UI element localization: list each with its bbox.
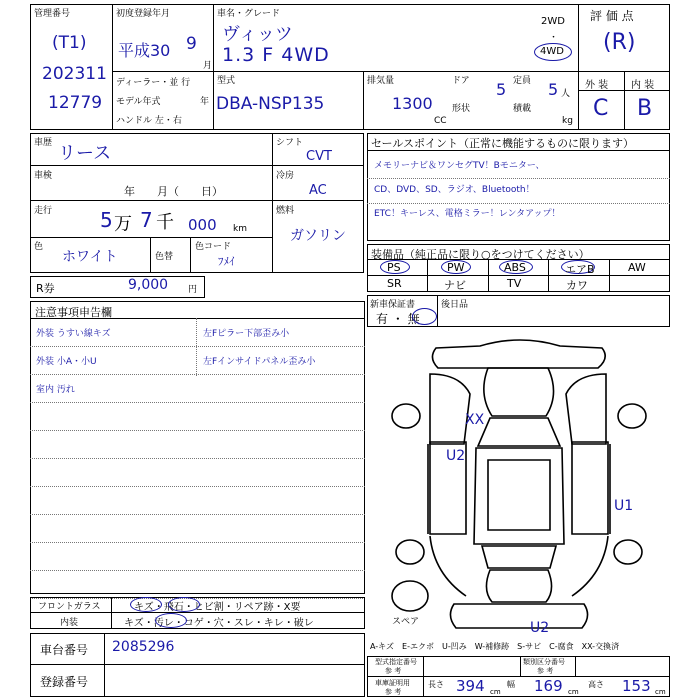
selling-point-line-3: ETC！キーレス、電格ミラー！レンタアップ！ <box>374 209 561 219</box>
kg-unit: kg <box>562 116 573 126</box>
km-unit: km <box>233 224 247 234</box>
note-rule-line <box>30 514 365 515</box>
front-right-wheel <box>618 404 646 428</box>
inspection-label: 車検 <box>34 171 53 181</box>
kanri-label: 管理番号 <box>34 9 71 19</box>
mileage-c: 000 <box>188 216 217 234</box>
recycle-amount: 9,000 <box>128 277 169 293</box>
mark-xx: XX <box>465 412 485 428</box>
selling-point-line-1: メモリーナビ＆ワンセグTV！Bモニター、 <box>374 161 545 171</box>
color-code-label: 色コード <box>195 242 232 252</box>
windshield-outline <box>478 418 560 446</box>
equipment-title: 装備品（純正品に限り○をつけてください） <box>371 248 590 261</box>
length-label: 長さ <box>428 680 444 689</box>
grade: 1.3 F 4WD <box>222 44 330 66</box>
note-rule-line <box>30 458 365 459</box>
note-item-1: 外装 うすい線キズ <box>36 329 111 339</box>
note-rule-line <box>30 346 365 347</box>
warranty-value: 有 ・ 無 <box>376 312 420 326</box>
color-change-label: 色替 <box>155 252 174 262</box>
rear-left-wheel <box>396 540 424 564</box>
dealer-label: ディーラー・並 行 <box>116 78 191 88</box>
hood-outline <box>484 368 554 416</box>
first-reg-month: 9 <box>186 34 197 54</box>
spare-tire <box>392 581 428 611</box>
warranty-label: 新車保証書 <box>370 300 416 310</box>
type-desig-label: 型式指定番号 <box>375 658 417 666</box>
type-label: 型式 <box>217 76 236 86</box>
note-rule-line <box>30 542 365 543</box>
note-rule-line <box>30 402 365 403</box>
displacement: 1300 <box>392 94 433 113</box>
right-front-fender <box>566 374 606 444</box>
first-reg-era: 平成30 <box>118 41 171 60</box>
mileage-sen: 千 <box>156 212 174 233</box>
height-cm: cm <box>655 688 666 696</box>
cc-unit: CC <box>434 116 447 126</box>
month-unit: 月 <box>203 61 213 71</box>
glass-scratch-circle <box>130 597 162 612</box>
eval-score: (R) <box>603 30 636 55</box>
rear-right-wheel <box>614 540 642 564</box>
reg-label: 登録番号 <box>40 675 89 689</box>
yen-unit: 円 <box>188 285 198 295</box>
damage-legend: A-キズ E-エクボ U-凹み W-補修跡 S-サビ C-腐食 XX-交換済 <box>370 642 620 651</box>
rear-window-outline <box>482 546 556 568</box>
equip-ps: PS <box>387 261 401 274</box>
eval-label: 評 価 点 <box>590 9 634 23</box>
mark-u2-rear: U2 <box>530 620 550 636</box>
rear-bumper-outline <box>450 604 587 628</box>
header-panel <box>30 4 670 130</box>
cooler-label: 冷房 <box>276 171 295 181</box>
model-code: DBA-NSP135 <box>216 94 325 114</box>
displacement-label: 排気量 <box>367 76 395 86</box>
name-grade-label: 車名・グレード <box>217 9 281 19</box>
mileage-a: 5 <box>100 208 113 232</box>
note-rule-line <box>30 374 365 375</box>
mark-u1-right: U1 <box>614 498 634 514</box>
note-rule-line <box>30 486 365 487</box>
cert-label: 車庫証明用 <box>375 679 410 687</box>
spare-label: スペア <box>392 617 420 627</box>
color-value: ホワイト <box>62 249 118 265</box>
first-reg-label: 初度登録年月 <box>116 9 171 19</box>
year-unit: 年 <box>200 97 210 107</box>
fuel-value: ガソリン <box>290 228 346 244</box>
right-rear-panel <box>572 536 608 596</box>
handle-label: ハンドル 左・右 <box>116 116 182 126</box>
equip-tv: TV <box>507 277 522 290</box>
kanri-num1: 202311 <box>42 64 107 84</box>
glass-chip-circle <box>168 597 200 612</box>
note-rule-line <box>30 570 365 571</box>
history-value: リース <box>58 143 112 164</box>
model-year-label: モデル年式 <box>116 97 161 107</box>
note-item-4: 左Fインサイドパネル歪み小 <box>203 357 316 367</box>
capacity: 5 <box>548 80 559 99</box>
inspection-line: 年 月（ 日） <box>124 185 223 198</box>
wd-dot: ・ <box>549 33 559 43</box>
ref-3: 参 考 <box>385 688 402 696</box>
width-value: 169 <box>534 677 563 695</box>
door-label: ドア <box>452 76 470 86</box>
equip-leather: カワ <box>566 279 588 292</box>
width-label: 幅 <box>507 680 515 689</box>
roof-outline <box>488 460 550 530</box>
equip-aw: AW <box>628 261 646 274</box>
interior-dirt-circle <box>155 613 187 628</box>
recycle-panel <box>30 276 205 298</box>
color-code: ﾌﾒｲ <box>218 255 235 268</box>
equip-abs: ABS <box>504 261 526 274</box>
note-item-2: 左Fピラー下部歪み小 <box>203 329 290 339</box>
class-label: 類別区分番号 <box>523 658 565 666</box>
fuel-label: 燃料 <box>276 206 295 216</box>
mileage-label: 走行 <box>34 206 53 216</box>
mileage-man: 万 <box>114 214 132 235</box>
cooler-value: AC <box>309 183 327 198</box>
chassis-label: 車台番号 <box>40 643 89 657</box>
equip-airbag: エアB <box>565 263 595 276</box>
glass-interior-options: キズ・汚レ・コゲ・穴・スレ・キレ・破レ <box>124 618 314 629</box>
trunk-outline <box>486 570 551 602</box>
right-side-outline <box>572 442 608 534</box>
length-value: 394 <box>456 677 485 695</box>
mark-u2-left: U2 <box>446 448 466 464</box>
two-wd: 2WD <box>541 16 565 27</box>
kanri-code: (T1) <box>52 33 87 53</box>
notes-panel <box>30 301 365 594</box>
height-value: 153 <box>622 677 651 695</box>
length-cm: cm <box>490 688 501 696</box>
four-wd: 4WD <box>540 46 564 57</box>
doors: 5 <box>496 80 507 99</box>
equip-pw: PW <box>447 261 465 274</box>
left-front-fender <box>430 374 470 444</box>
note-rule-line <box>30 430 365 431</box>
height-label: 高さ <box>588 680 604 689</box>
person-unit: 人 <box>561 89 571 99</box>
car-name: ヴィッツ <box>222 24 293 45</box>
selling-point-line-2: CD、DVD、SD、ラジオ、Bluetooth！ <box>374 185 535 195</box>
color-label: 色 <box>34 242 44 252</box>
capacity-label: 定員 <box>513 76 532 86</box>
glass-interior-label: 内装 <box>60 618 79 628</box>
note-item-3: 外装 小A・小U <box>36 357 97 367</box>
equip-sr: SR <box>387 277 402 290</box>
selling-points-title: セールスポイント（正常に機能するものに限ります） <box>371 137 635 150</box>
recycle-label: R券 <box>36 282 55 295</box>
width-cm: cm <box>568 688 579 696</box>
exterior-label: 外 装 <box>585 80 609 91</box>
glass-options: キズ・飛石・ヒビ割・リペア跡・X要 <box>134 602 301 613</box>
shift-value: CVT <box>306 149 332 164</box>
interior-grade: B <box>637 96 653 121</box>
front-bumper-outline <box>432 340 605 368</box>
ref-2: 参 考 <box>537 667 554 675</box>
kanri-num2: 12779 <box>48 93 103 113</box>
interior-label: 内 装 <box>631 80 655 91</box>
shape-label: 形状 <box>452 104 471 114</box>
notes-title: 注意事項申告欄 <box>35 306 112 319</box>
left-rear-panel <box>430 536 466 596</box>
equip-navi: ナビ <box>444 279 466 292</box>
chassis-no: 2085296 <box>112 639 175 655</box>
car-damage-diagram <box>370 334 668 638</box>
front-left-wheel <box>392 404 420 428</box>
history-label: 車歴 <box>34 138 53 148</box>
glass-label: フロントガラス <box>38 602 101 612</box>
warranty-none-circle <box>412 308 437 325</box>
shift-label: シフト <box>276 138 304 148</box>
load-label: 積載 <box>513 104 532 114</box>
delivery-label: 後日品 <box>441 300 469 310</box>
mileage-b: 7 <box>140 208 153 232</box>
ref-1: 参 考 <box>385 667 402 675</box>
note-item-5: 室内 汚れ <box>36 385 75 395</box>
exterior-grade: C <box>593 96 609 121</box>
